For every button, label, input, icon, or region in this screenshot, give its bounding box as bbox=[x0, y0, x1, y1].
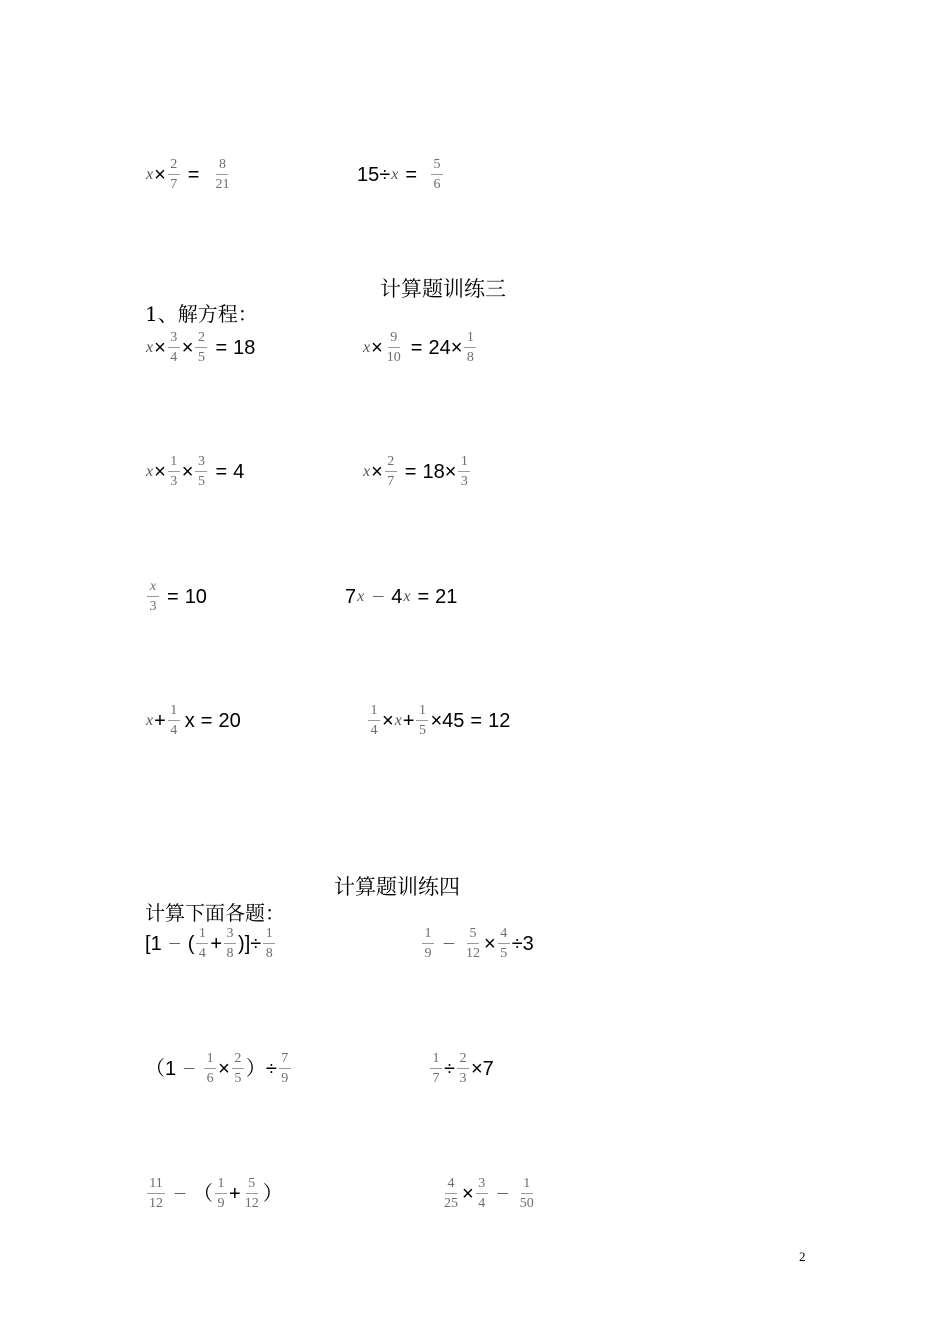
fraction: $\frac{5}{6}$ bbox=[431, 158, 443, 192]
equation-3-3: x × $\frac{1}{3}$ × $\frac{3}{5}$ = 4 bbox=[146, 454, 245, 489]
section-3-title: 计算题训练三 bbox=[380, 277, 506, 301]
fraction: $\frac{1}{8}$ bbox=[263, 927, 275, 961]
fraction: $\frac{3}{4}$ bbox=[168, 331, 180, 365]
problem-4-3: （ 1 － $\frac{1}{6}$ × $\frac{2}{5}$ ） ÷ $\frac{7}{9}$ bbox=[145, 1047, 293, 1091]
fraction: $\frac{1}{8}$ bbox=[464, 331, 476, 365]
fraction: $\frac{2}{3}$ bbox=[457, 1052, 469, 1086]
equation-3-7: x + $\frac{1}{4}$ x = 20 bbox=[146, 703, 241, 738]
equation-3-4: x × $\frac{2}{7}$ = 18 × $\frac{1}{3}$ bbox=[362, 450, 472, 494]
equation-top-1: x × $\frac{2}{7}$ = $\frac{8}{21}$ bbox=[146, 157, 230, 192]
fraction: $\frac{2}{5}$ bbox=[195, 331, 207, 365]
fraction: $\frac{9}{10}$ bbox=[386, 330, 401, 365]
fraction: $\frac{1}{4}$ bbox=[196, 927, 208, 961]
fraction: $\frac{3}{4}$ bbox=[476, 1177, 488, 1211]
fraction: $\frac{1}{5}$ bbox=[416, 704, 428, 738]
problem-4-5: $\frac{11}{12}$ － （ $\frac{1}{9}$ + $\frac{5}{12}$ ） bbox=[149, 1176, 283, 1211]
fraction: $\frac{1}{50}$ bbox=[519, 1176, 534, 1211]
problem-4-1: [ 1 － ( $\frac{1}{4}$ + $\frac{3}{8}$ ) ] ÷ $\frac{1}{8}$ bbox=[145, 922, 277, 966]
equation-3-5: $\frac{x}{3}$ = 10 bbox=[145, 575, 207, 619]
variable-x: x bbox=[391, 166, 399, 183]
variable-x: x bbox=[146, 463, 154, 480]
fraction: $\frac{3}{5}$ bbox=[195, 455, 207, 489]
fraction: $\frac{3}{8}$ bbox=[224, 927, 236, 961]
fraction: $\frac{1}{3}$ bbox=[458, 455, 470, 489]
fraction: $\frac{1}{6}$ bbox=[204, 1052, 216, 1086]
problem-4-6: $\frac{4}{25}$ × $\frac{3}{4}$ － $\frac{1}{50}$ bbox=[444, 1176, 534, 1211]
section-4-instruction: 计算下面各题： bbox=[145, 901, 285, 925]
section-3-instruction: 1、解方程： bbox=[145, 302, 258, 326]
variable-x: x bbox=[363, 339, 371, 356]
fraction: $\frac{5}{12}$ bbox=[466, 926, 480, 961]
fraction: $\frac{1}{9}$ bbox=[215, 1177, 227, 1211]
fraction: $\frac{1}{9}$ bbox=[422, 927, 434, 961]
problem-4-4: $\frac{1}{7}$ ÷ $\frac{2}{3}$ × 7 bbox=[428, 1047, 494, 1091]
variable-x: x bbox=[146, 166, 154, 183]
variable-x: x bbox=[357, 588, 365, 605]
fraction: $\frac{1}{3}$ bbox=[168, 455, 180, 489]
variable-x: x bbox=[394, 712, 402, 729]
fraction: $\frac{4}{25}$ bbox=[444, 1176, 458, 1211]
problem-4-2: $\frac{1}{9}$ － $\frac{5}{12}$ × $\frac{4}{5}$ ÷ 3 bbox=[420, 922, 534, 966]
variable-x: x bbox=[363, 463, 371, 480]
equation-3-6: 7 x － 4 x = 21 bbox=[345, 586, 458, 608]
fraction: $\frac{4}{5}$ bbox=[498, 927, 510, 961]
fraction: $\frac{7}{9}$ bbox=[279, 1052, 291, 1086]
equation-3-2: x × $\frac{9}{10}$ = 24 × $\frac{1}{8}$ bbox=[362, 326, 478, 370]
page-number: 2 bbox=[799, 1249, 806, 1264]
variable-x: x bbox=[403, 588, 411, 605]
fraction: $\frac{5}{12}$ bbox=[244, 1176, 259, 1211]
equation-top-2: 15 ÷ x = $\frac{5}{6}$ bbox=[357, 153, 445, 197]
fraction: $\frac{11}{12}$ bbox=[149, 1176, 163, 1211]
fraction: $\frac{2}{7}$ bbox=[385, 455, 397, 489]
fraction: $\frac{2}{7}$ bbox=[168, 158, 180, 192]
fraction: $\frac{1}{7}$ bbox=[430, 1052, 442, 1086]
equation-3-8: $\frac{1}{4}$ × x + $\frac{1}{5}$ × 45 = 12 bbox=[366, 699, 510, 743]
fraction: $\frac{8}{21}$ bbox=[215, 157, 230, 192]
fraction: $\frac{2}{5}$ bbox=[232, 1052, 244, 1086]
variable-x: x bbox=[146, 339, 154, 356]
fraction: $\frac{1}{4}$ bbox=[168, 704, 180, 738]
equation-3-1: x × $\frac{3}{4}$ × $\frac{2}{5}$ = 18 bbox=[146, 330, 256, 365]
fraction: $\frac{x}{3}$ bbox=[147, 580, 159, 614]
fraction: $\frac{1}{4}$ bbox=[368, 704, 380, 738]
section-4-title: 计算题训练四 bbox=[334, 875, 460, 899]
variable-x: x bbox=[146, 712, 154, 729]
